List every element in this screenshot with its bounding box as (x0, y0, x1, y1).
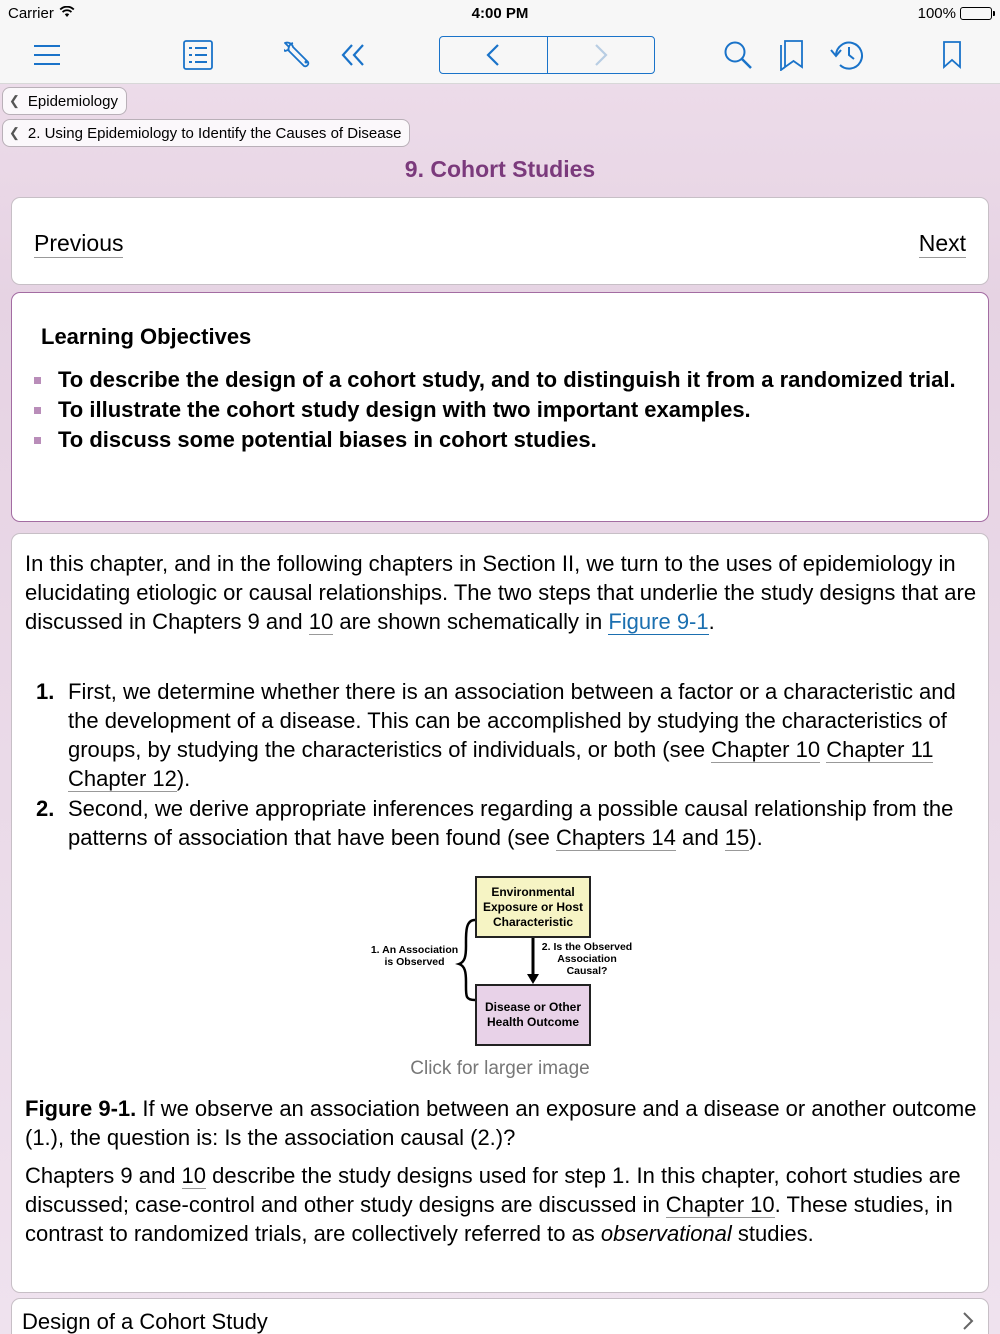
breadcrumb-label: 2. Using Epidemiology to Identify the Causes of Disease (27, 124, 402, 142)
chapter-10-link[interactable]: 10 (181, 1163, 207, 1188)
search-icon[interactable] (718, 35, 758, 75)
figure-9-1-diagram[interactable] (367, 874, 647, 1054)
intro-paragraph: In this chapter, and in the following chapters in Section II, we turn to the uses of epidemiology in elucidating etiologic or causal relationships. The two steps that underlie the study designs that are discussed in Chapters 9 and 10 are shown schematically in Figure 9-1. (25, 551, 977, 634)
chevron-right-icon[interactable] (547, 37, 655, 73)
chapter-12-link[interactable]: Chapter 12 (68, 766, 177, 791)
history-icon[interactable] (826, 35, 866, 75)
battery-indicator (918, 5, 992, 22)
section-label: Design of a Cohort Study (22, 1309, 268, 1334)
objective-item: To describe the design of a cohort study, and to distinguish it from a randomized trial. (34, 365, 964, 394)
chapter-10-link[interactable]: Chapter 10 (665, 1192, 775, 1217)
bookmark-icon[interactable] (932, 35, 972, 75)
breadcrumb-epidemiology[interactable] (2, 87, 127, 115)
objective-item: To illustrate the cohort study design with two important examples. (34, 395, 964, 424)
learning-objectives (11, 292, 989, 522)
previous-link[interactable]: Previous (34, 230, 124, 256)
objectives-title: Learning Objectives (41, 324, 252, 349)
chevron-left-icon[interactable] (440, 37, 547, 73)
list-icon[interactable] (178, 35, 218, 75)
toolbar (0, 27, 1000, 84)
battery-percent: 100% (917, 5, 956, 22)
wrench-icon[interactable] (279, 35, 319, 75)
step-item: 1. First, we determine whether there is an association between a factor or a characteristic and the development of a disease. This can be accomplished by studying the characteristics of groups, by studying the characteristics of individuals, or both (see Chapter 10 Chapter 11 Chapter 12). (36, 679, 956, 791)
status-time: 4:00 PM (471, 5, 529, 22)
chapter-10-link[interactable]: Chapter 10 (711, 737, 821, 762)
breadcrumb-label: Epidemiology (27, 92, 118, 110)
section-design-of-cohort-study[interactable] (11, 1298, 989, 1334)
figure-caption: Figure 9-1. If we observe an association between an exposure and a disease or another outcome (1.), the question is: Is the association causal (2.)? (25, 1096, 977, 1150)
chapter-10-link[interactable]: 10 (308, 609, 334, 634)
causal-question-label: 2. Is the Observed Association Causal? (541, 941, 633, 977)
bookmarks-icon[interactable] (772, 35, 812, 75)
exposure-box: Environmental Exposure or Host Characteristic (475, 876, 591, 938)
chapters-14-link[interactable]: Chapters 14 (556, 825, 676, 850)
page-title: 9. Cohort Studies (404, 156, 596, 182)
chapter-navigation (11, 197, 989, 285)
chevron-left-icon: ❮ (9, 125, 20, 140)
figure-9-1-link[interactable]: Figure 9-1 (608, 609, 709, 634)
double-chevron-left-icon[interactable] (333, 35, 373, 75)
next-link[interactable]: Next (918, 230, 966, 256)
chapter-body (11, 533, 989, 1293)
chapter-15-link[interactable]: 15 (724, 825, 750, 850)
click-for-larger-image[interactable]: Click for larger image (410, 1058, 590, 1079)
chevron-left-icon: ❮ (9, 93, 20, 108)
menu-icon[interactable] (27, 35, 67, 75)
status-bar (0, 0, 1000, 27)
battery-icon (960, 7, 992, 20)
carrier-label: Carrier (8, 5, 54, 22)
breadcrumb-section[interactable] (2, 119, 410, 147)
chapter-11-link[interactable]: Chapter 11 (826, 737, 934, 762)
outcome-box: Disease or Other Health Outcome (475, 984, 591, 1046)
steps-list (25, 677, 980, 853)
objectives-list (34, 365, 964, 455)
step-item: 2. Second, we derive appropriate inferences regarding a possible causal relationship from the patterns of association that have been found (see Chapters 14 and 15). (36, 796, 954, 850)
association-label: 1. An Association is Observed (370, 944, 459, 968)
study-design-paragraph: Chapters 9 and 10 describe the study designs used for step 1. In this chapter, cohort studies are discussed; case-control and other study designs are discussed in Chapter 10. These studies, in contrast to randomized trials, are collectively referred to as observational studies. (25, 1163, 961, 1246)
chevron-right-icon (962, 1311, 974, 1334)
page-navigation-segment (439, 36, 655, 74)
objective-item: To discuss some potential biases in cohort studies. (34, 425, 964, 454)
